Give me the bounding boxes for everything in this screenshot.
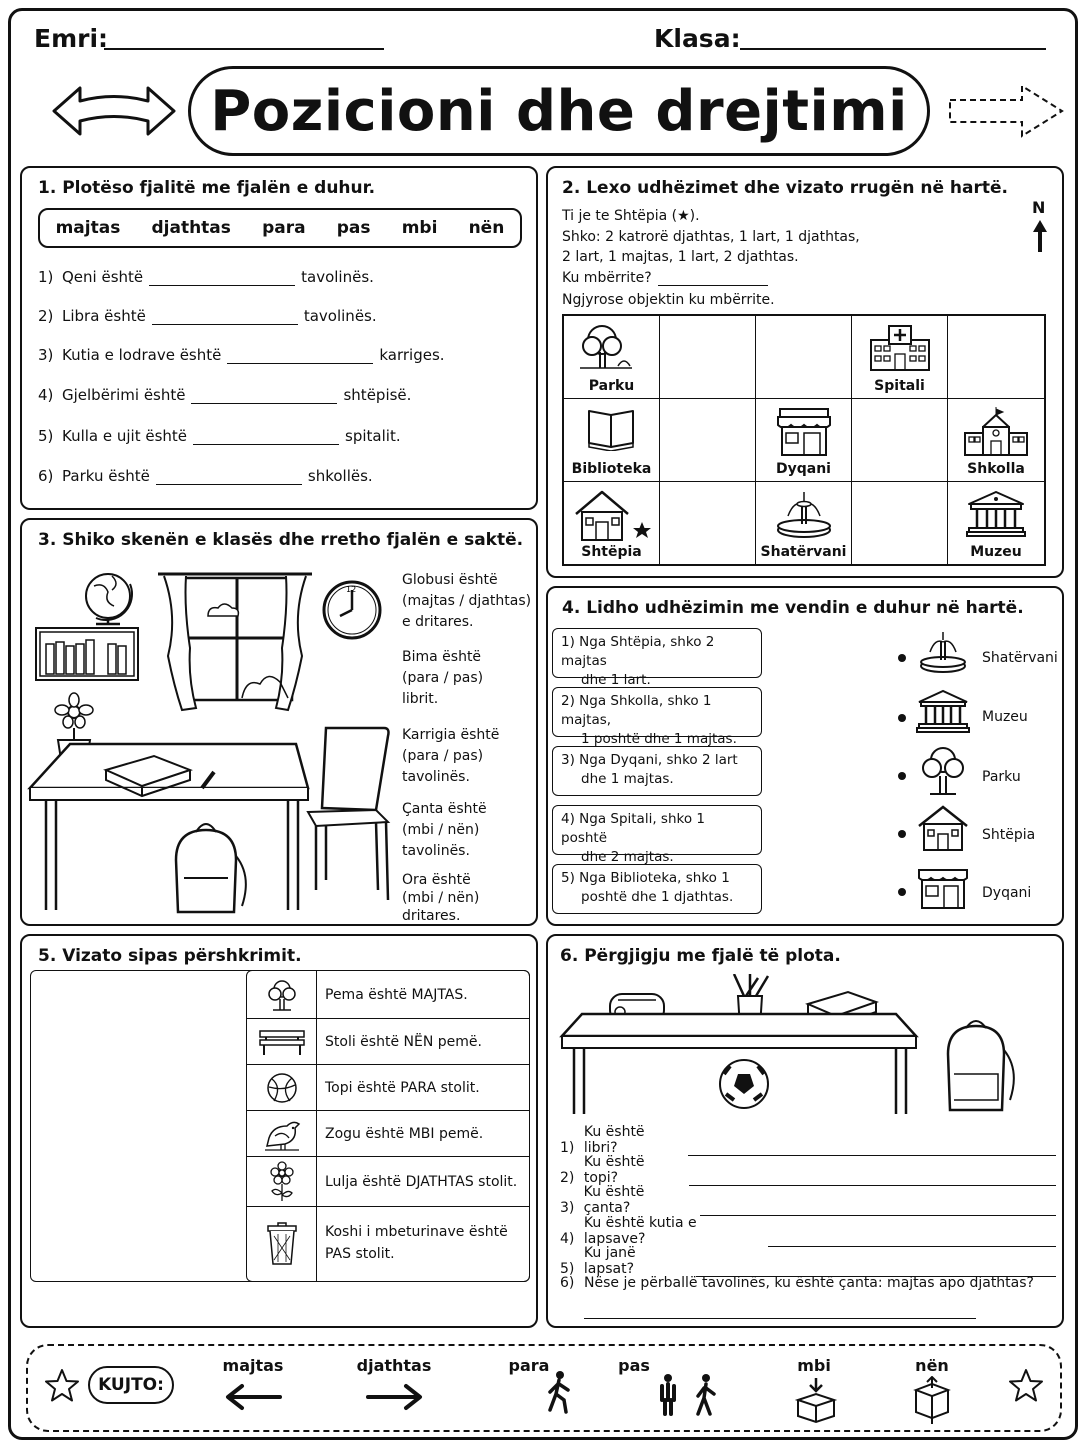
place-fountain: Shatërvani bbox=[982, 650, 1058, 666]
s6-question-5 bbox=[560, 1245, 1062, 1277]
match-dot[interactable] bbox=[898, 714, 906, 722]
item-text: shtëpisë. bbox=[343, 386, 412, 404]
s3-item-2 bbox=[402, 647, 542, 710]
soccer-ball-icon bbox=[720, 1060, 768, 1108]
museum-icon bbox=[916, 688, 970, 734]
section-4 bbox=[546, 586, 1064, 926]
choice-options[interactable]: (para / pas) bbox=[402, 748, 484, 764]
question-text: Ku është çanta? bbox=[583, 1184, 645, 1216]
s2-line-3: 2 lart, 1 majtas, 1 lart, 2 djathtas. bbox=[562, 249, 799, 265]
cell-school[interactable] bbox=[948, 399, 1044, 481]
cell-label: Shkolla bbox=[967, 461, 1025, 477]
trash-can-icon bbox=[264, 1220, 300, 1268]
item-text: Libra është bbox=[62, 307, 146, 325]
section-3-title: 3. Shiko skenën e klasës dhe rretho fjalën e saktë. bbox=[38, 530, 524, 550]
box-arrow-down-icon bbox=[794, 1376, 838, 1424]
question-text: Nëse je përballë tavolinës, ku është çanta: majtas apo djathtas? bbox=[584, 1275, 1034, 1291]
desc-row bbox=[247, 1019, 529, 1065]
item-line: tavolinës. bbox=[402, 769, 470, 785]
fountain-icon bbox=[916, 628, 970, 676]
walking-person-icon bbox=[544, 1370, 574, 1414]
match-dot[interactable] bbox=[898, 772, 906, 780]
cell-park[interactable] bbox=[564, 316, 659, 398]
item-line: Ora është bbox=[402, 872, 471, 888]
item-text: Gjelbërimi është bbox=[62, 386, 186, 404]
word-mbi: mbi bbox=[401, 218, 438, 238]
s6-question-6 bbox=[560, 1275, 1034, 1291]
cell-label: Parku bbox=[588, 378, 635, 394]
desc-text: Topi është PARA stolit. bbox=[325, 1080, 480, 1096]
shop-icon bbox=[774, 405, 834, 457]
bench-icon bbox=[256, 1027, 308, 1057]
item-text: Kulla e ujit është bbox=[62, 427, 188, 445]
answer-blank[interactable] bbox=[227, 350, 373, 364]
arrow-left-icon bbox=[224, 1382, 284, 1412]
instruction-line: dhe 2 majtas. bbox=[581, 849, 674, 865]
desc-text: Pema është MAJTAS. bbox=[325, 987, 468, 1003]
section-6-title: 6. Përgjigju me fjalë të plota. bbox=[560, 946, 841, 966]
match-dot[interactable] bbox=[898, 830, 906, 838]
school-icon bbox=[961, 405, 1031, 457]
place-shop: Dyqani bbox=[982, 885, 1032, 901]
word-para: para bbox=[262, 218, 306, 238]
s4-instruction-4[interactable] bbox=[552, 805, 762, 865]
choice-options[interactable]: (majtas / djathtas) bbox=[402, 593, 532, 609]
page-title: Pozicioni dhe drejtimi bbox=[210, 78, 908, 144]
word-pas: pas bbox=[336, 218, 371, 238]
choice-options[interactable]: (mbi / nën) bbox=[402, 822, 480, 838]
kujto-pas: pas bbox=[618, 1356, 650, 1375]
ball-icon bbox=[265, 1071, 299, 1105]
reminder-bar bbox=[26, 1344, 1062, 1432]
word-nen: nën bbox=[468, 218, 505, 238]
s1-item-5 bbox=[38, 427, 401, 445]
item-text: karriges. bbox=[379, 346, 445, 364]
instruction-line: 1) Nga Shtëpia, shko 2 majtas bbox=[561, 634, 715, 669]
answer-blank[interactable] bbox=[152, 311, 298, 325]
place-house: Shtëpia bbox=[982, 827, 1036, 843]
item-text: spitalit. bbox=[345, 427, 401, 445]
section-4-title: 4. Lidho udhëzimin me vendin e duhur në hartë. bbox=[562, 598, 1024, 618]
two-people-icon bbox=[654, 1372, 720, 1416]
section-1 bbox=[20, 166, 538, 510]
kujto-majtas: majtas bbox=[222, 1356, 284, 1375]
item-number: 1) bbox=[38, 268, 54, 286]
cell-museum[interactable] bbox=[948, 482, 1044, 564]
s3-item-5 bbox=[402, 871, 542, 925]
answer-line[interactable] bbox=[700, 1202, 1056, 1216]
item-number: 4) bbox=[38, 386, 54, 404]
question-number: 6) bbox=[560, 1275, 575, 1291]
s4-instruction-1[interactable] bbox=[552, 628, 762, 688]
desc-line: PAS stolit. bbox=[325, 1246, 395, 1262]
s4-instruction-3[interactable] bbox=[552, 746, 762, 796]
s1-item-6 bbox=[38, 467, 373, 485]
arrow-right-icon bbox=[364, 1382, 424, 1412]
s4-instruction-5[interactable] bbox=[552, 864, 762, 914]
s3-item-1 bbox=[402, 570, 542, 633]
description-table bbox=[246, 970, 530, 1282]
section-1-title: 1. Plotëso fjalitë me fjalën e duhur. bbox=[38, 178, 376, 198]
house-star-icon bbox=[572, 488, 652, 542]
item-text: Kutia e lodrave është bbox=[62, 346, 222, 364]
clock-icon bbox=[324, 582, 380, 638]
item-line: librit. bbox=[402, 691, 439, 707]
window-icon bbox=[158, 574, 312, 710]
s2-line-4 bbox=[562, 270, 774, 286]
name-label: Emri: bbox=[34, 24, 109, 53]
cell-label: Shtëpia bbox=[581, 544, 642, 560]
house-icon bbox=[916, 804, 970, 852]
item-line: tavolinës. bbox=[402, 843, 470, 859]
s2-question: Ku mbërrite? bbox=[562, 270, 652, 286]
tree-icon bbox=[265, 978, 299, 1012]
s3-item-3 bbox=[402, 725, 542, 788]
hospital-icon bbox=[867, 322, 933, 372]
instruction-line: dhe 1 lart. bbox=[581, 672, 651, 688]
cell-label: Biblioteka bbox=[571, 461, 652, 477]
word-majtas: majtas bbox=[55, 218, 121, 238]
instruction-line: dhe 1 majtas. bbox=[581, 771, 674, 787]
desc-text: Stoli është NËN pemë. bbox=[325, 1034, 482, 1050]
map-grid bbox=[562, 314, 1046, 566]
instruction-line: 2) Nga Shkolla, shko 1 majtas, bbox=[561, 693, 712, 728]
instruction-line: 1 poshtë dhe 1 majtas. bbox=[581, 731, 737, 747]
cell-label: Spitali bbox=[874, 378, 925, 394]
choice-options[interactable]: (para / pas) bbox=[402, 670, 484, 686]
section-5-title: 5. Vizato sipas përshkrimit. bbox=[38, 946, 302, 966]
item-number: 2) bbox=[38, 307, 54, 325]
desc-row bbox=[247, 1111, 529, 1157]
s1-item-2 bbox=[38, 307, 377, 325]
section-2 bbox=[546, 166, 1064, 578]
title-banner bbox=[188, 66, 930, 156]
desc-line: Koshi i mbeturinave është bbox=[325, 1224, 508, 1240]
fountain-icon bbox=[772, 488, 836, 540]
s2-line-1: Ti je te Shtëpia (★). bbox=[562, 208, 700, 224]
section-6 bbox=[546, 934, 1064, 1328]
cell-fountain[interactable] bbox=[756, 482, 851, 564]
desc-text bbox=[325, 1221, 508, 1265]
place-park: Parku bbox=[982, 769, 1021, 785]
flower-icon bbox=[266, 1161, 298, 1203]
desc-row bbox=[247, 1207, 529, 1281]
kujto-nen: nën bbox=[915, 1356, 949, 1375]
shop-icon bbox=[916, 864, 970, 912]
kujto-label: KUJTO: bbox=[88, 1366, 174, 1404]
s6-question-4 bbox=[560, 1215, 1062, 1247]
tree-icon bbox=[572, 322, 636, 370]
s6-question-3 bbox=[560, 1184, 1062, 1216]
backpack-icon bbox=[176, 824, 246, 912]
desc-text: Zogu është MBI pemë. bbox=[325, 1126, 484, 1142]
s6-question-1 bbox=[560, 1124, 1062, 1156]
section-3 bbox=[20, 518, 538, 926]
class-line[interactable] bbox=[740, 48, 1046, 50]
north-arrow-icon bbox=[1032, 218, 1048, 254]
cell-label: Dyqani bbox=[776, 461, 831, 477]
item-line: Bima është bbox=[402, 649, 482, 665]
answer-blank[interactable] bbox=[191, 390, 337, 404]
question-number: 4) bbox=[560, 1231, 575, 1247]
bird-icon bbox=[261, 1116, 303, 1152]
match-dot[interactable] bbox=[898, 888, 906, 896]
word-djathtas: djathtas bbox=[151, 218, 231, 238]
kujto-djathtas: djathtas bbox=[356, 1356, 432, 1375]
answer-blank[interactable] bbox=[658, 272, 768, 286]
item-number: 6) bbox=[38, 467, 54, 485]
item-line: dritares. bbox=[402, 908, 461, 924]
cell-shop[interactable] bbox=[756, 399, 851, 481]
name-line[interactable] bbox=[104, 48, 384, 50]
s2-line-2: Shko: 2 katrorë djathtas, 1 lart, 1 djathtas, bbox=[562, 229, 860, 245]
question-number: 3) bbox=[560, 1200, 575, 1216]
instruction-line: 3) Nga Dyqani, shko 2 lart bbox=[561, 752, 738, 768]
s1-item-3 bbox=[38, 346, 445, 364]
item-number: 5) bbox=[38, 427, 54, 445]
answer-line[interactable] bbox=[584, 1318, 976, 1319]
cell-label: Shatërvani bbox=[760, 544, 847, 560]
cell-house[interactable] bbox=[564, 482, 659, 564]
item-text: tavolinës. bbox=[301, 268, 374, 286]
question-number: 1) bbox=[560, 1140, 575, 1156]
s1-item-1 bbox=[38, 268, 374, 286]
s2-line-5: Ngjyrose objektin ku mbërrite. bbox=[562, 292, 775, 308]
star-icon bbox=[44, 1368, 80, 1404]
word-bank bbox=[38, 208, 522, 248]
tree-icon bbox=[916, 744, 970, 796]
item-line: Karrigia është bbox=[402, 727, 500, 743]
backpack-icon bbox=[948, 1021, 1014, 1110]
section-2-title: 2. Lexo udhëzimet dhe vizato rrugën në hartë. bbox=[562, 178, 1008, 198]
kujto-para: para bbox=[508, 1356, 550, 1375]
s4-instruction-2[interactable] bbox=[552, 687, 762, 747]
section-5 bbox=[20, 934, 538, 1328]
desc-row bbox=[247, 1157, 529, 1207]
cell-label: Muzeu bbox=[970, 544, 1022, 560]
double-arrow-icon bbox=[50, 82, 178, 140]
item-line: Çanta është bbox=[402, 801, 487, 817]
instruction-line: 5) Nga Biblioteka, shko 1 bbox=[561, 870, 730, 886]
star-icon bbox=[1008, 1368, 1044, 1404]
question-number: 2) bbox=[560, 1170, 575, 1186]
question-text: Ku është libri? bbox=[583, 1124, 645, 1156]
place-museum: Muzeu bbox=[982, 709, 1028, 725]
match-dot[interactable] bbox=[898, 654, 906, 662]
item-line: e dritares. bbox=[402, 614, 474, 630]
bookshelf-icon bbox=[36, 628, 138, 680]
desc-row bbox=[247, 1065, 529, 1111]
answer-blank[interactable] bbox=[193, 431, 339, 445]
desc-text: Lulja është DJATHTAS stolit. bbox=[325, 1174, 518, 1190]
question-number: 5) bbox=[560, 1261, 575, 1277]
s3-item-4 bbox=[402, 799, 542, 862]
item-number: 3) bbox=[38, 346, 54, 364]
question-text: Ku janë lapsat? bbox=[583, 1245, 636, 1277]
north-label: N bbox=[1032, 198, 1046, 217]
instruction-line: 4) Nga Spitali, shko 1 poshtë bbox=[561, 811, 705, 846]
choice-options[interactable]: (mbi / nën) bbox=[402, 890, 480, 906]
dashed-arrow-icon bbox=[946, 82, 1068, 140]
item-text: shkollës. bbox=[307, 467, 373, 485]
s1-item-4 bbox=[38, 386, 411, 404]
question-text: Ku është kutia e lapsave? bbox=[583, 1215, 697, 1247]
item-line: Globusi është bbox=[402, 572, 498, 588]
question-text: Ku është topi? bbox=[583, 1154, 645, 1186]
item-text: tavolinës. bbox=[303, 307, 377, 325]
svg-text:12: 12 bbox=[346, 585, 357, 594]
kujto-mbi: mbi bbox=[797, 1356, 831, 1375]
cell-hospital[interactable] bbox=[852, 316, 947, 398]
book-icon bbox=[583, 405, 641, 451]
cell-library[interactable] bbox=[564, 399, 659, 481]
box-arrow-up-icon bbox=[912, 1376, 952, 1426]
museum-icon bbox=[965, 488, 1027, 538]
class-label: Klasa: bbox=[654, 24, 741, 53]
classroom-scene-illustration bbox=[26, 560, 396, 922]
answer-blank[interactable] bbox=[156, 471, 302, 485]
item-text: Parku është bbox=[62, 467, 150, 485]
answer-blank[interactable] bbox=[149, 272, 295, 286]
globe-icon bbox=[86, 574, 132, 624]
chair-icon bbox=[308, 728, 389, 900]
instruction-line: poshtë dhe 1 djathtas. bbox=[581, 889, 734, 905]
s6-question-2 bbox=[560, 1154, 1062, 1186]
desc-row bbox=[247, 971, 529, 1019]
table-scene-illustration bbox=[558, 974, 1038, 1124]
item-text: Qeni është bbox=[62, 268, 144, 286]
